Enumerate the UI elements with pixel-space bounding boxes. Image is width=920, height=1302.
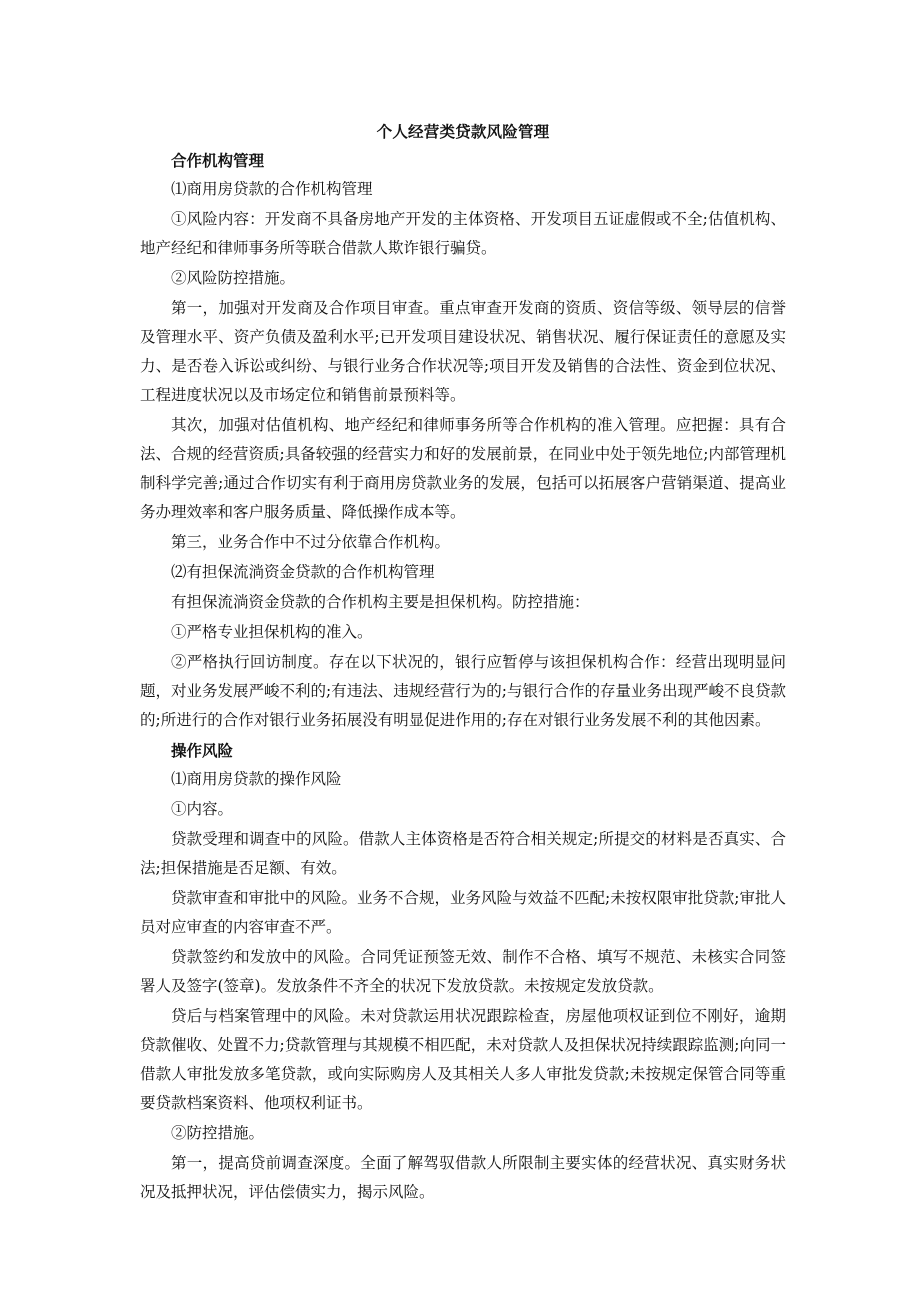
paragraph: 贷款受理和调查中的风险。借款人主体资格是否符合相关规定;所提交的材料是否真实、合法;担保措施是否足额、有效。 — [140, 830, 786, 877]
paragraph: ①内容。 — [171, 800, 234, 818]
paragraph: 第一，提高贷前调查深度。全面了解驾驭借款人所限制主要实体的经营状况、真实财务状况及抵押状况，评估偿债实力，揭示风险。 — [140, 1154, 786, 1201]
paragraph: ②严格执行回访制度。存在以下状况的，银行应暂停与该担保机构合作：经营出现明显问题，对业务发展严峻不利的;有违法、违规经营行为的;与银行合作的存量业务出现严峻不良贷款的;所进行的合作对银行业务拓展没有明显促进作用的;存在对银行业务发展不利的其他因素。 — [140, 653, 786, 729]
paragraph: 贷款签约和发放中的风险。合同凭证预签无效、制作不合格、填写不规范、未核实合同签署人及签字(签章)。发放条件不齐全的状况下发放贷款。未按规定发放贷款。 — [140, 948, 786, 995]
paragraph: ②风险防控措施。 — [171, 269, 296, 287]
section-heading: 操作风险 — [171, 741, 234, 760]
document-body — [140, 117, 786, 1208]
paragraph: 第一，加强对开发商及合作项目审查。重点审查开发商的资质、资信等级、领导层的信誉及管理水平、资产负债及盈利水平;已开发项目建设状况、销售状况、履行保证责任的意愿及实力、是否卷入诉讼或纠纷、与银行业务合作状况等;项目开发及销售的合法性、资金到位状况、工程进度状况以及市场定位和销售前景预料等。 — [140, 299, 786, 404]
paragraph: ⑵有担保流淌资金贷款的合作机构管理 — [171, 563, 435, 581]
paragraph: 有担保流淌资金贷款的合作机构主要是担保机构。防控措施： — [171, 593, 590, 611]
paragraph: ⑴商用房贷款的合作机构管理 — [171, 180, 373, 198]
paragraph: 第三，业务合作中不过分依靠合作机构。 — [171, 533, 451, 551]
section-heading: 合作机构管理 — [171, 151, 265, 170]
paragraph: 贷后与档案管理中的风险。未对贷款运用状况跟踪检查，房屋他项权证到位不刚好，逾期贷款催收、处置不力;贷款管理与其规模不相匹配，未对贷款人及担保状况持续跟踪监测;向同一借款人审批发放多笔贷款，或向实际购房人及其相关人多人审批发贷款;未按规定保管合同等重要贷款档案资料、他项权利证书。 — [140, 1007, 786, 1112]
document-title: 个人经营类贷款风险管理 — [376, 122, 550, 141]
paragraph: ①严格专业担保机构的准入。 — [171, 623, 373, 641]
paragraph: ②防控措施。 — [171, 1124, 265, 1142]
paragraph: ⑴商用房贷款的操作风险 — [171, 770, 342, 788]
paragraph: 贷款审查和审批中的风险。业务不合规，业务风险与效益不匹配;未按权限审批贷款;审批人员对应审查的内容审查不严。 — [140, 889, 786, 936]
paragraph: 其次，加强对估值机构、地产经纪和律师事务所等合作机构的准入管理。应把握：具有合法、合规的经营资质;具备较强的经营实力和好的发展前景，在同业中处于领先地位;内部管理机制科学完善;通过合作切实有利于商用房贷款业务的发展，包括可以拓展客户营销渠道、提高业务办理效率和客户服务质量、降低操作成本等。 — [140, 416, 786, 521]
paragraph: ①风险内容：开发商不具备房地产开发的主体资格、开发项目五证虚假或不全;估值机构、地产经纪和律师事务所等联合借款人欺诈银行骗贷。 — [140, 210, 786, 257]
document-blocks — [140, 146, 786, 1207]
